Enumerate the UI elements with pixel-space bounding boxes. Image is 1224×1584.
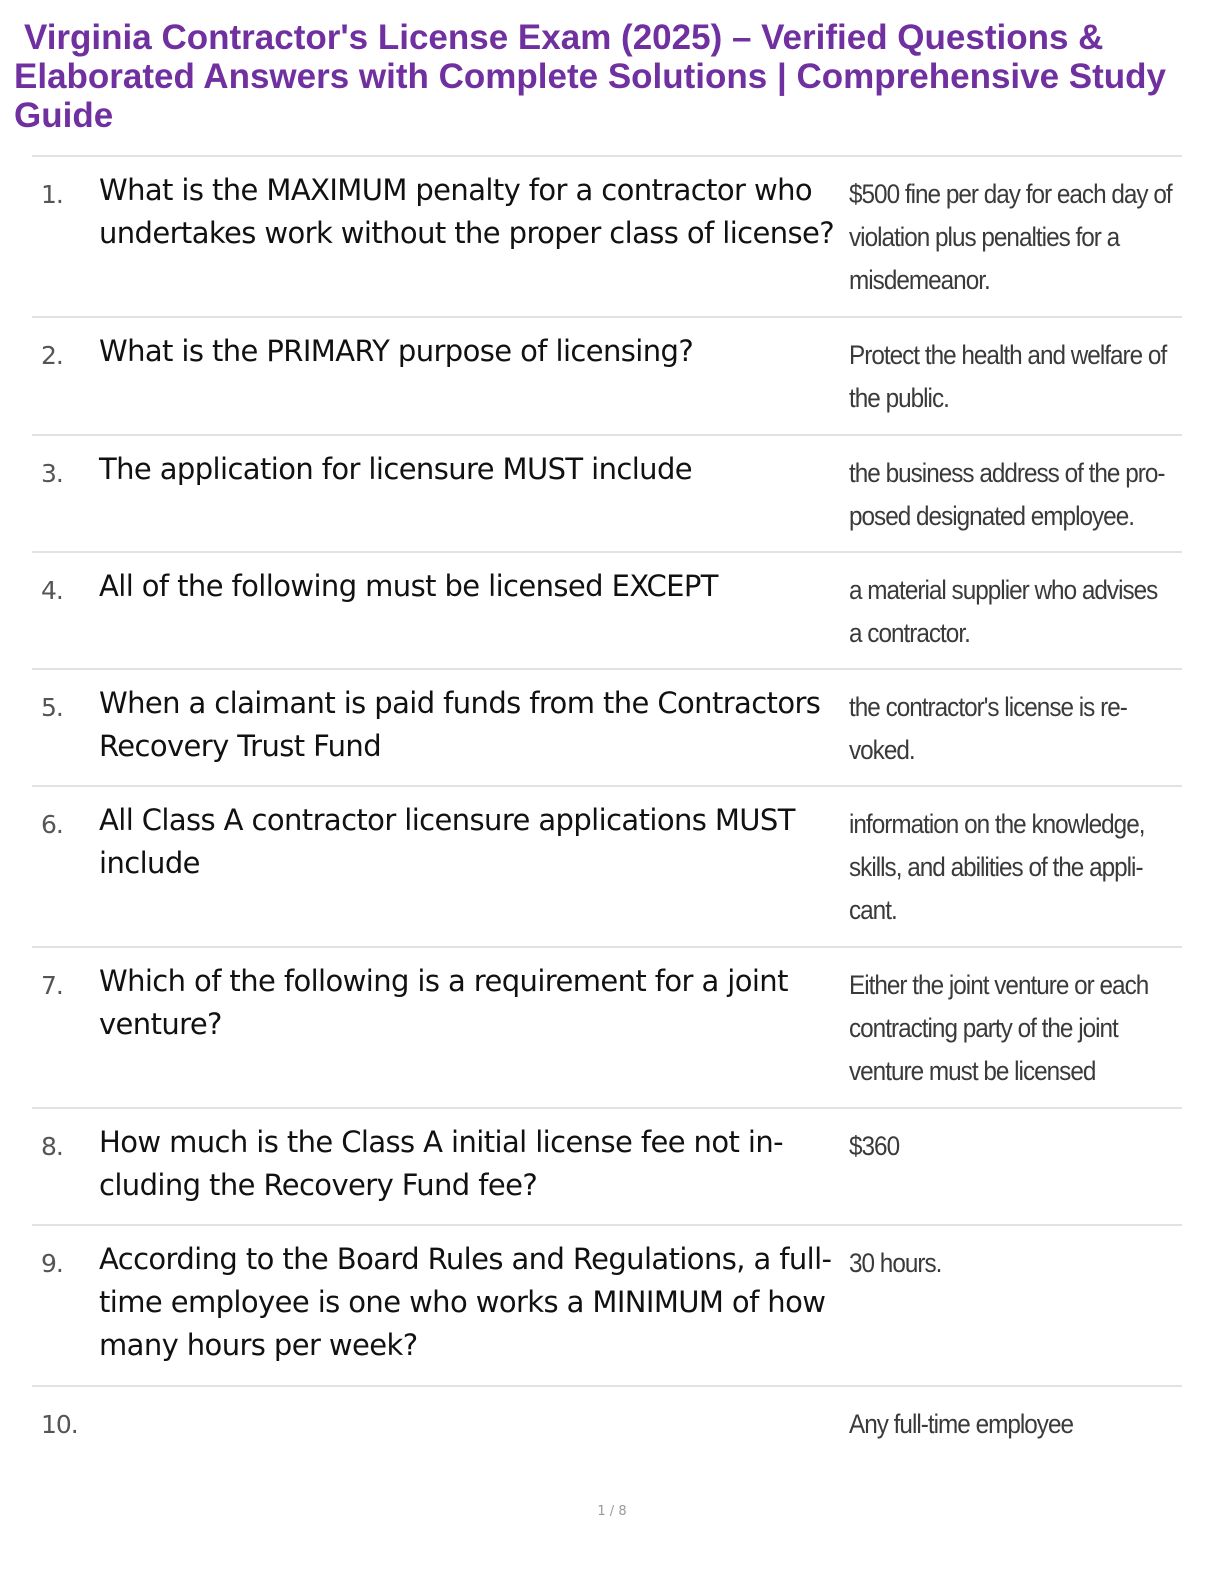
item-number: 3. [41,459,63,488]
page-number: 1 / 8 [597,1504,627,1519]
title-line-3: Guide [14,96,114,135]
item-number: 7. [41,971,63,1000]
qa-list [32,155,1182,1475]
question-text: When a claimant is paid funds from the Contractors Recovery Trust Fund [99,686,821,763]
item-number: 9. [41,1249,63,1278]
answer-text: 30 hours. [849,1248,942,1278]
qa-item [32,551,1182,668]
item-number: 2. [41,341,63,370]
question-text: How much is the Class A initial license fee not in-cluding the Recovery Fund fee? [99,1125,783,1202]
answer-text: Protect the health and welfare of the public. [849,340,1167,413]
qa-item [32,434,1182,551]
item-number: 4. [41,576,63,605]
item-number: 8. [41,1132,63,1161]
answer-text: a material supplier who advises a contractor. [849,575,1158,648]
question-text: All of the following must be licensed EXCEPT [99,569,718,603]
qa-item [32,1224,1182,1385]
answer-text: $360 [849,1131,900,1161]
qa-item [32,155,1182,316]
question-text: The application for licensure MUST include [99,452,693,486]
question-text: Which of the following is a requirement for a joint venture? [99,964,788,1041]
answer-text: Any full-time employee [849,1409,1074,1439]
qa-item [32,316,1182,434]
question-text: All Class A contractor licensure applications MUST include [99,803,795,880]
title-line-2: Elaborated Answers with Complete Solutions | Comprehensive Study [14,57,1167,96]
qa-item [32,668,1182,785]
question-text: What is the MAXIMUM penalty for a contractor who undertakes work without the proper class of license? [99,173,835,250]
qa-item [32,785,1182,946]
qa-item [32,946,1182,1107]
item-number: 1. [41,180,63,209]
answer-text: the business address of the pro-posed designated employee. [849,458,1165,531]
answer-text: information on the knowledge, skills, and abilities of the appli-cant. [849,809,1145,925]
answer-text: the contractor's license is re-voked. [849,692,1127,765]
title-line-1: Virginia Contractor's License Exam (2025) – Verified Questions & [24,18,1104,57]
question-text: What is the PRIMARY purpose of licensing? [99,334,694,368]
qa-item [32,1385,1182,1475]
item-number: 5. [41,693,63,722]
item-number: 6. [41,810,63,839]
document-title [14,18,1204,135]
qa-item [32,1107,1182,1224]
item-number: 10. [41,1410,78,1439]
answer-text: Either the joint venture or each contracting party of the joint venture must be licensed [849,970,1149,1086]
question-text: According to the Board Rules and Regulations, a full-time employee is one who works a MINIMUM of how many hours per week? [99,1242,832,1362]
answer-text: $500 fine per day for each day of violation plus penalties for a misdemeanor. [849,179,1172,295]
